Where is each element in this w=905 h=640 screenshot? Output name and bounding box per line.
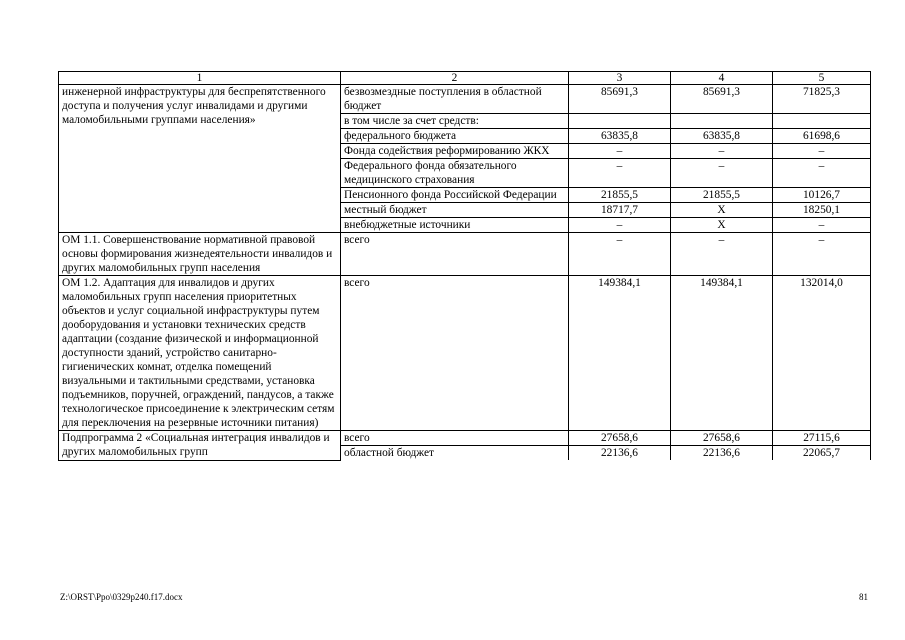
value-cell: – bbox=[773, 218, 871, 233]
value-cell: – bbox=[671, 233, 773, 276]
value-cell: 149384,1 bbox=[569, 276, 671, 431]
value-cell: – bbox=[569, 233, 671, 276]
value-cell: – bbox=[773, 159, 871, 188]
source-cell: областной бюджет bbox=[341, 446, 569, 461]
value-cell: 10126,7 bbox=[773, 188, 871, 203]
value-cell: – bbox=[569, 218, 671, 233]
program-name-cell: ОМ 1.1. Совершенствование нормативной правовой основы формирования жизнедеятельности инвалидов и других маломобильных групп населения bbox=[59, 233, 341, 276]
value-cell: 27115,6 bbox=[773, 431, 871, 446]
header-cell: 3 bbox=[569, 72, 671, 85]
value-cell: 22065,7 bbox=[773, 446, 871, 461]
budget-table bbox=[58, 71, 871, 461]
value-cell: – bbox=[671, 159, 773, 188]
value-cell: 22136,6 bbox=[569, 446, 671, 461]
table-row bbox=[59, 233, 871, 276]
header-cell: 4 bbox=[671, 72, 773, 85]
source-cell: всего bbox=[341, 431, 569, 446]
value-cell: 22136,6 bbox=[671, 446, 773, 461]
source-cell: федерального бюджета bbox=[341, 129, 569, 144]
value-cell: 149384,1 bbox=[671, 276, 773, 431]
header-cell: 1 bbox=[59, 72, 341, 85]
value-cell: 21855,5 bbox=[569, 188, 671, 203]
value-cell: 61698,6 bbox=[773, 129, 871, 144]
source-cell: Фонда содействия реформированию ЖКХ bbox=[341, 144, 569, 159]
table-row bbox=[59, 431, 871, 446]
source-cell: всего bbox=[341, 276, 569, 431]
source-cell: безвозмездные поступления в областной бюджет bbox=[341, 85, 569, 114]
value-cell: 27658,6 bbox=[671, 431, 773, 446]
value-cell: 71825,3 bbox=[773, 85, 871, 114]
header-cell: 2 bbox=[341, 72, 569, 85]
value-cell: 85691,3 bbox=[569, 85, 671, 114]
value-cell: 85691,3 bbox=[671, 85, 773, 114]
source-cell: в том числе за счет средств: bbox=[341, 114, 569, 129]
value-cell: Х bbox=[671, 218, 773, 233]
value-cell: 63835,8 bbox=[671, 129, 773, 144]
program-name-cell: инженерной инфраструктуры для беспрепятственного доступа и получения услуг инвалидами и другими маломобильными группами населения» bbox=[59, 85, 341, 233]
source-cell: всего bbox=[341, 233, 569, 276]
value-cell bbox=[773, 114, 871, 129]
header-cell: 5 bbox=[773, 72, 871, 85]
table-row bbox=[59, 85, 871, 114]
table-row bbox=[59, 276, 871, 431]
source-cell: Федерального фонда обязательного медицинского страхования bbox=[341, 159, 569, 188]
source-cell: внебюджетные источники bbox=[341, 218, 569, 233]
value-cell bbox=[671, 114, 773, 129]
value-cell: – bbox=[773, 233, 871, 276]
value-cell: 21855,5 bbox=[671, 188, 773, 203]
value-cell: 27658,6 bbox=[569, 431, 671, 446]
source-cell: местный бюджет bbox=[341, 203, 569, 218]
program-name-cell: ОМ 1.2. Адаптация для инвалидов и других маломобильных групп населения приоритетных объектов и услуг социальной инфраструктуры путем дооборудования и установки технических средств адаптации (создание физической и информационной доступности зданий, устройство санитарно-гигиенических комнат, отделка помещений визуальными и тактильными средствами, установка подъемников, поручней, ограждений, пандусов, а также технологическое присоединение к электрическим сетям для переключения на резервные источники питания) bbox=[59, 276, 341, 431]
footer-file-path: Z:\ORST\Ppo\0329p240.f17.docx bbox=[60, 592, 183, 602]
value-cell: – bbox=[569, 159, 671, 188]
value-cell: 18717,7 bbox=[569, 203, 671, 218]
source-cell: Пенсионного фонда Российской Федерации bbox=[341, 188, 569, 203]
value-cell: 18250,1 bbox=[773, 203, 871, 218]
page-number: 81 bbox=[859, 592, 868, 602]
value-cell: Х bbox=[671, 203, 773, 218]
value-cell: – bbox=[569, 144, 671, 159]
value-cell: – bbox=[773, 144, 871, 159]
value-cell: 132014,0 bbox=[773, 276, 871, 431]
table-header-row bbox=[59, 72, 871, 85]
value-cell bbox=[569, 114, 671, 129]
program-name-cell: Подпрограмма 2 «Социальная интеграция инвалидов и других маломобильных групп bbox=[59, 431, 341, 461]
value-cell: 63835,8 bbox=[569, 129, 671, 144]
value-cell: – bbox=[671, 144, 773, 159]
